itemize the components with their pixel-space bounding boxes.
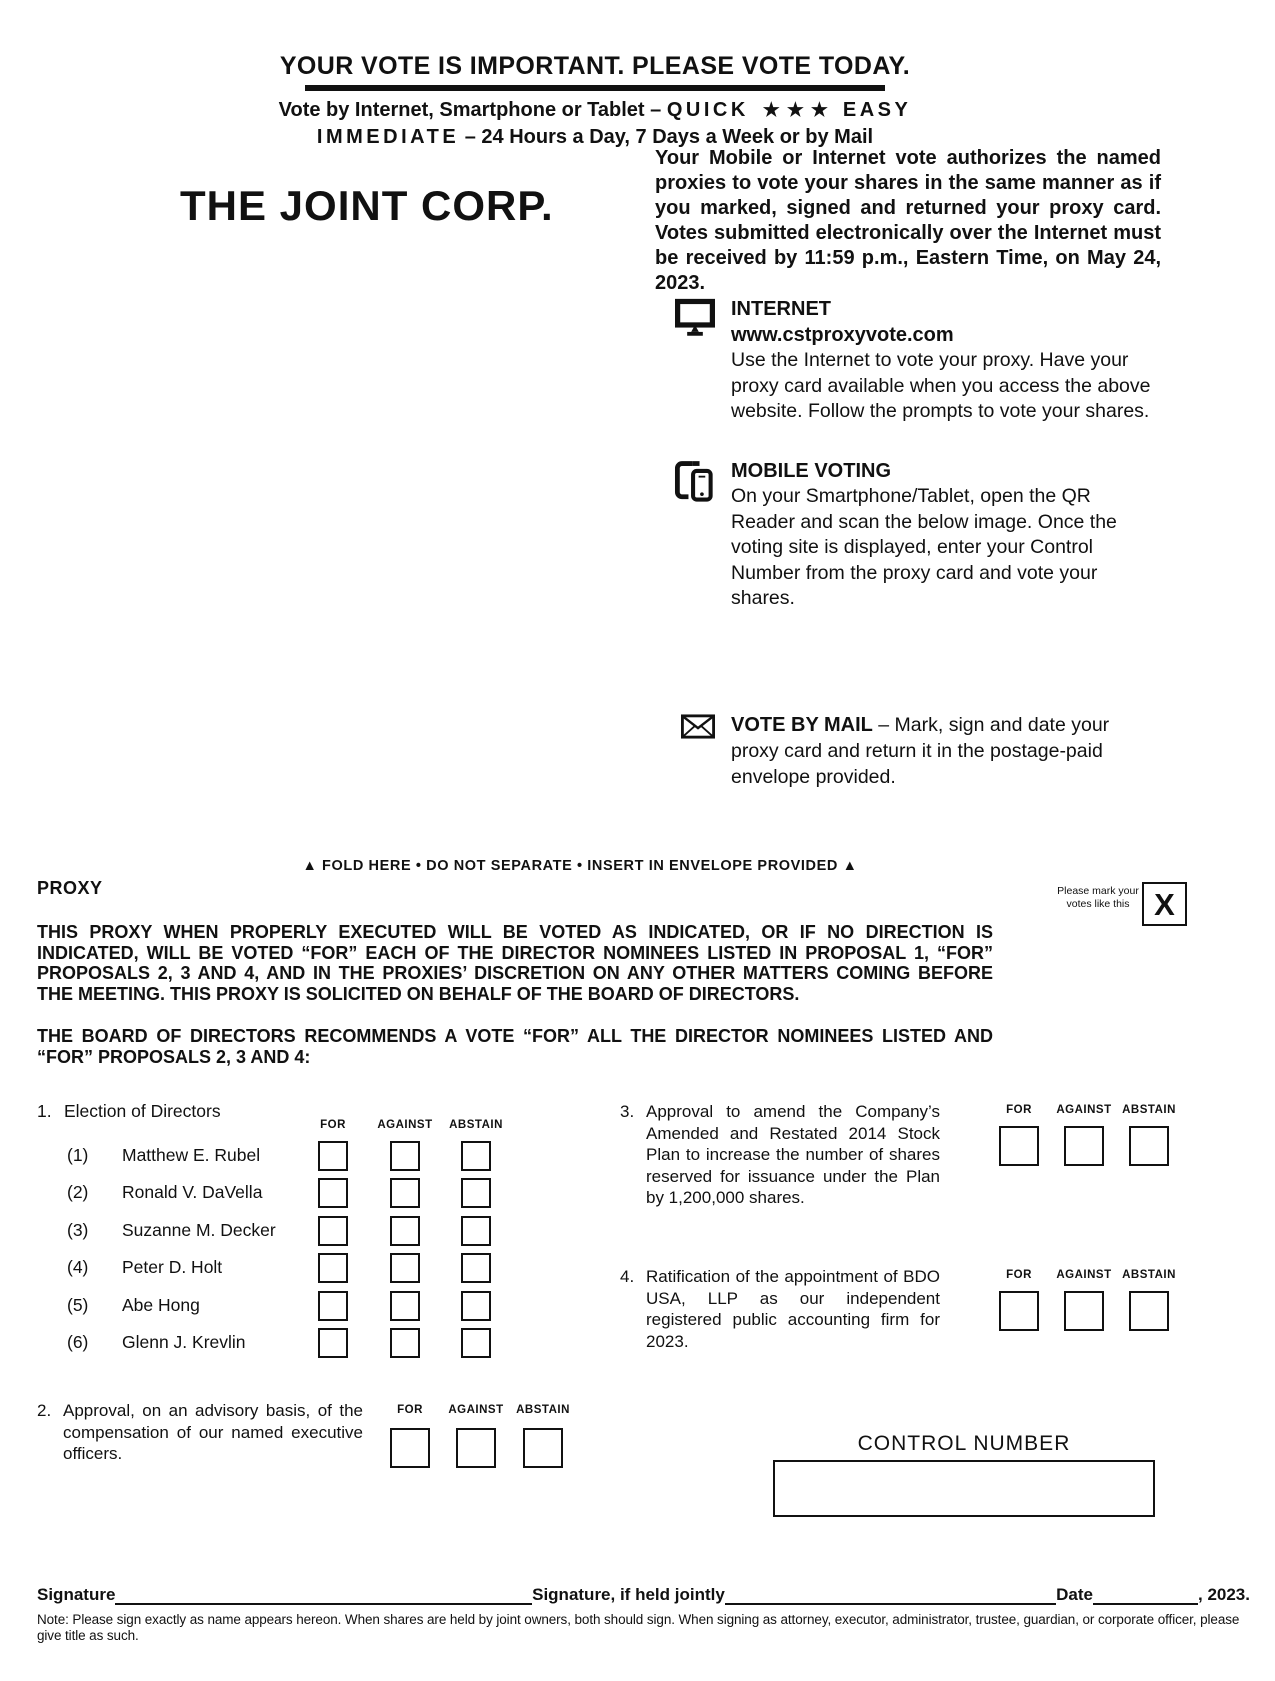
nominee5-number: (5)	[67, 1295, 89, 1315]
p2-for-checkbox[interactable]	[390, 1428, 430, 1468]
p2-header-against: AGAINST	[448, 1404, 504, 1416]
p1-n3-for-checkbox[interactable]	[318, 1216, 348, 1246]
mark-example-box: X	[1142, 882, 1187, 926]
nominee-row-5	[37, 1291, 507, 1323]
p1-n1-abstain-checkbox[interactable]	[461, 1141, 491, 1171]
p1-n4-for-checkbox[interactable]	[318, 1253, 348, 1283]
p4-abstain-checkbox[interactable]	[1129, 1291, 1169, 1331]
proposal1-number: 1.	[37, 1101, 52, 1121]
p4-for-checkbox[interactable]	[999, 1291, 1039, 1331]
proposal1-title	[37, 1101, 221, 1122]
nominee1-number: (1)	[67, 1145, 89, 1165]
subline1-prefix: Vote by Internet, Smartphone or Tablet –	[278, 99, 667, 121]
proposal4-number: 4.	[620, 1267, 635, 1286]
mail-section	[731, 712, 1160, 790]
p4-against-checkbox[interactable]	[1064, 1291, 1104, 1331]
p3-abstain-checkbox[interactable]	[1129, 1126, 1169, 1166]
proxy-statement: THIS PROXY WHEN PROPERLY EXECUTED WILL BE VOTED AS INDICATED, OR IF NO DIRECTION IS INDICATED, WILL BE VOTED “FOR” EACH OF THE DIRECTOR NOMINEES LISTED IN PROPOSAL 1, “FOR” PROPOSALS 2, 3 AND 4, AND IN THE PROXIES’ DISCRETION ON ANY OTHER MATTERS COMING BEFORE THE MEETING. THIS PROXY IS SOLICITED ON BEHALF OF THE BOARD OF DIRECTORS.	[37, 922, 993, 1004]
nominee6-name: Glenn J. Krevlin	[122, 1332, 246, 1352]
nominee2-number: (2)	[67, 1182, 89, 1202]
p1-n2-against-checkbox[interactable]	[390, 1178, 420, 1208]
signature-label: Signature	[37, 1585, 116, 1604]
proposal2-number: 2.	[37, 1401, 52, 1420]
p1-n6-abstain-checkbox[interactable]	[461, 1328, 491, 1358]
p2-header-abstain: ABSTAIN	[516, 1404, 570, 1416]
intro-paragraph: Your Mobile or Internet vote authorizes the named proxies to vote your shares in the same manner as if you marked, signed and returned your proxy card. Votes submitted electronically over the Internet must be received by 11:59 p.m., Eastern Time, on May 24, 2023.	[655, 147, 1161, 294]
p1-n1-against-checkbox[interactable]	[390, 1141, 420, 1171]
internet-body: Use the Internet to vote your proxy. Have your proxy card available when you access the above website. Follow the prompts to vote your shares.	[731, 349, 1151, 422]
proposal1-text: Election of Directors	[64, 1101, 221, 1121]
proxy-label: PROXY	[37, 878, 103, 898]
proposal3-number: 3.	[620, 1102, 635, 1121]
nominee-row-1	[37, 1141, 507, 1173]
mobile-body: On your Smartphone/Tablet, open the QR Reader and scan the below image. Once the voting site is displayed, enter your Control Number from the proxy card and vote your shares.	[731, 485, 1117, 609]
proposal2-text: Approval, on an advisory basis, of the compensation of our named executive officers.	[63, 1401, 363, 1463]
p1-n5-for-checkbox[interactable]	[318, 1291, 348, 1321]
p1-n4-against-checkbox[interactable]	[390, 1253, 420, 1283]
subline2-immediate: IMMEDIATE	[316, 126, 460, 148]
nominee4-name: Peter D. Holt	[122, 1257, 223, 1277]
mail-heading: VOTE BY MAIL	[731, 714, 873, 736]
nominee-row-4	[37, 1253, 507, 1285]
proposal2	[37, 1400, 367, 1465]
monitor-icon	[674, 298, 716, 338]
p1-n3-abstain-checkbox[interactable]	[461, 1216, 491, 1246]
nominee-row-3	[37, 1216, 507, 1248]
mark-instruction: Please mark your votes like this	[1057, 885, 1139, 910]
date-line[interactable]	[1093, 1585, 1198, 1605]
p1-n5-against-checkbox[interactable]	[390, 1291, 420, 1321]
p2-header-for: FOR	[397, 1404, 423, 1416]
p1-n4-abstain-checkbox[interactable]	[461, 1253, 491, 1283]
internet-heading: INTERNET	[731, 298, 831, 320]
proposal3	[620, 1101, 944, 1209]
p1-n2-abstain-checkbox[interactable]	[461, 1178, 491, 1208]
p2-abstain-checkbox[interactable]	[523, 1428, 563, 1468]
mobile-section	[731, 458, 1160, 612]
nominee3-name: Suzanne M. Decker	[122, 1220, 276, 1240]
proposal4-text: Ratification of the appointment of BDO USA, LLP as our independent registered public accounting firm for 2023.	[646, 1267, 940, 1351]
fold-here-line: ▲ FOLD HERE • DO NOT SEPARATE • INSERT IN ENVELOPE PROVIDED ▲	[302, 858, 858, 874]
envelope-icon	[681, 714, 715, 739]
mobile-heading: MOBILE VOTING	[731, 460, 891, 482]
nominee4-number: (4)	[67, 1257, 89, 1277]
nominee-row-2	[37, 1178, 507, 1210]
signature-joint-label: Signature, if held jointly	[532, 1585, 725, 1604]
nominee-row-6	[37, 1328, 507, 1360]
p1-n3-against-checkbox[interactable]	[390, 1216, 420, 1246]
p1-n6-against-checkbox[interactable]	[390, 1328, 420, 1358]
proposal4	[620, 1266, 944, 1352]
p1-header-against: AGAINST	[377, 1119, 433, 1131]
p1-n6-for-checkbox[interactable]	[318, 1328, 348, 1358]
p3-against-checkbox[interactable]	[1064, 1126, 1104, 1166]
nominee2-name: Ronald V. DaVella	[122, 1182, 263, 1202]
page-title: YOUR VOTE IS IMPORTANT. PLEASE VOTE TODAY.	[279, 52, 911, 80]
p2-against-checkbox[interactable]	[456, 1428, 496, 1468]
subline2-rest: – 24 Hours a Day, 7 Days a Week or by Mail	[459, 126, 874, 148]
header	[0, 52, 1190, 150]
p4-header-against: AGAINST	[1056, 1269, 1112, 1281]
nominee1-name: Matthew E. Rubel	[122, 1145, 261, 1165]
year-label: , 2023.	[1198, 1585, 1250, 1604]
nominee6-number: (6)	[67, 1332, 89, 1352]
p1-n5-abstain-checkbox[interactable]	[461, 1291, 491, 1321]
p1-n1-for-checkbox[interactable]	[318, 1141, 348, 1171]
header-subline-1	[0, 97, 1190, 124]
signature-note: Note: Please sign exactly as name appears hereon. When shares are held by joint owners, both should sign. When signing as attorney, executor, administrator, trustee, guardian, or corporate officer, please give title as such.	[37, 1612, 1240, 1643]
signature-joint-line[interactable]	[725, 1585, 1056, 1605]
control-number-box[interactable]	[773, 1460, 1155, 1517]
date-label: Date	[1056, 1585, 1093, 1604]
nominee3-number: (3)	[67, 1220, 89, 1240]
p3-header-abstain: ABSTAIN	[1122, 1104, 1176, 1116]
signature-row	[37, 1583, 1250, 1605]
board-recommendation: THE BOARD OF DIRECTORS RECOMMENDS A VOTE “FOR” ALL THE DIRECTOR NOMINEES LISTED AND “FOR” PROPOSALS 2, 3 AND 4:	[37, 1026, 993, 1067]
company-name: THE JOINT CORP.	[180, 182, 554, 229]
p1-n2-for-checkbox[interactable]	[318, 1178, 348, 1208]
control-number-label: CONTROL NUMBER	[857, 1432, 1071, 1455]
p3-header-for: FOR	[1006, 1104, 1032, 1116]
title-underline	[305, 85, 885, 91]
internet-url: www.cstproxyvote.com	[731, 324, 954, 346]
subline1-quick: QUICK	[666, 99, 749, 121]
nominee5-name: Abe Hong	[122, 1295, 200, 1315]
signature-line[interactable]	[115, 1585, 532, 1605]
proposal3-text: Approval to amend the Company’s Amended and Restated 2014 Stock Plan to increase the number of shares reserved for issuance under the Plan by 1,200,000 shares.	[646, 1102, 940, 1207]
mail-body: – Mark, sign and date your proxy card and return it in the postage-paid envelope provided.	[731, 714, 1110, 788]
p4-header-abstain: ABSTAIN	[1122, 1269, 1176, 1281]
p3-for-checkbox[interactable]	[999, 1126, 1039, 1166]
subline1-easy: EASY	[842, 99, 912, 121]
stars-icon: ★★★	[762, 100, 835, 121]
internet-section	[731, 296, 1160, 425]
smartphone-tablet-icon	[670, 458, 718, 506]
p3-header-against: AGAINST	[1056, 1104, 1112, 1116]
p1-header-for: FOR	[320, 1119, 346, 1131]
p4-header-for: FOR	[1006, 1269, 1032, 1281]
p1-header-abstain: ABSTAIN	[449, 1119, 503, 1131]
